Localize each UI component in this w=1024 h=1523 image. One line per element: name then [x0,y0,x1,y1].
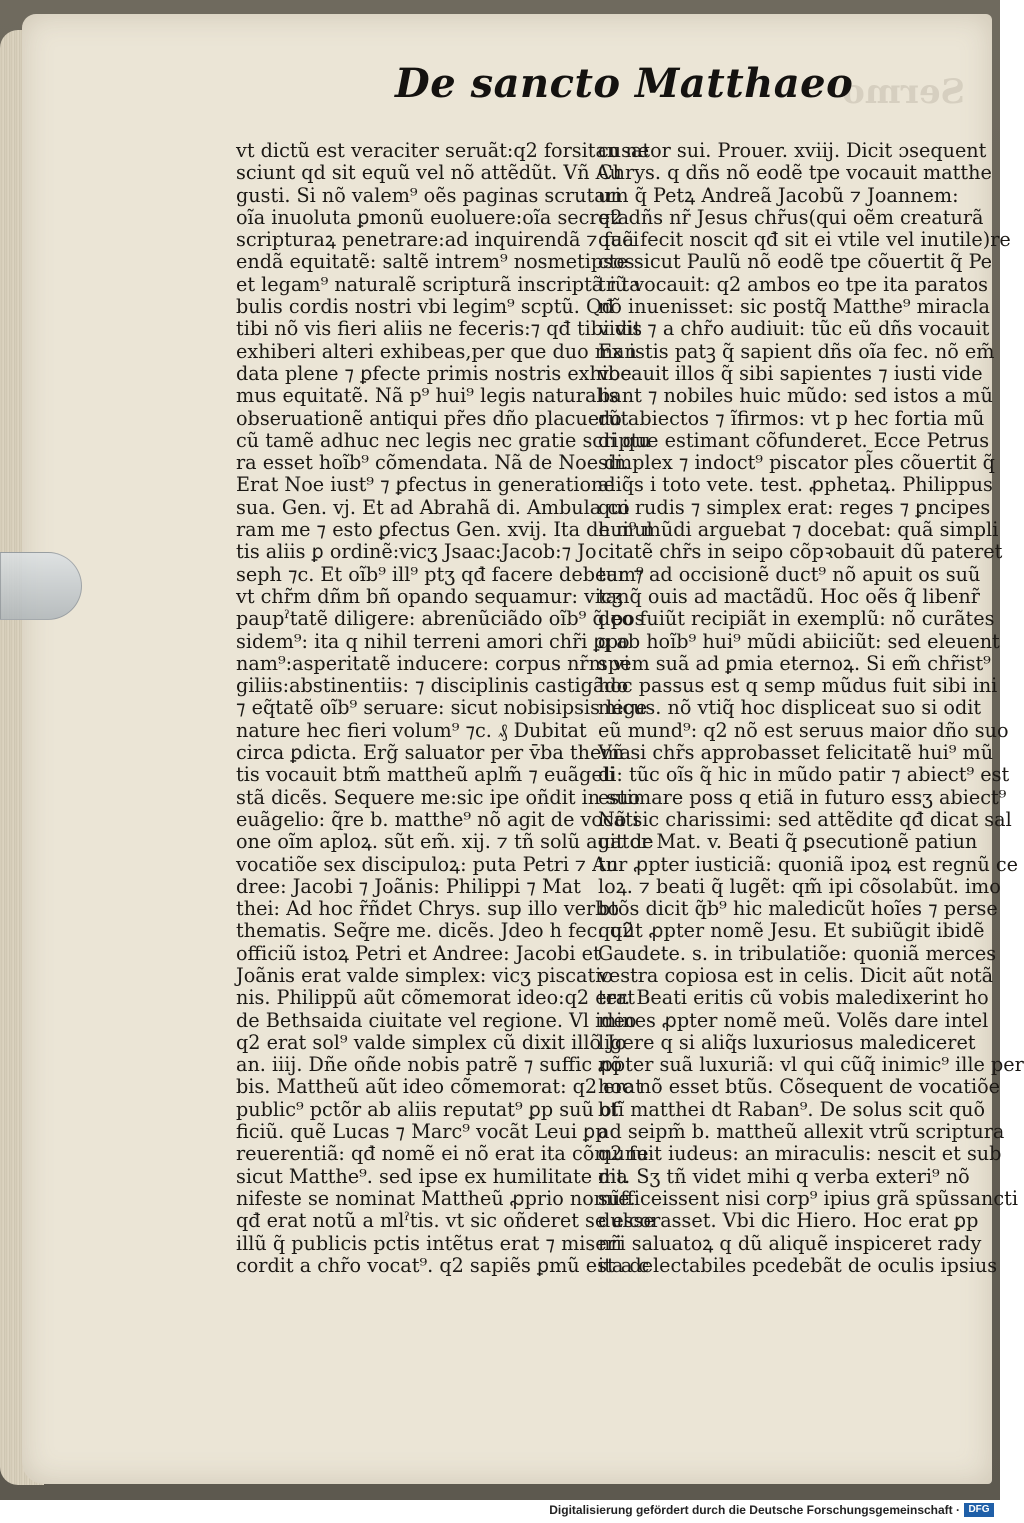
text-line: sua. Gen. vj. Et ad Abrahã di. Ambula co [236,495,630,519]
text-line: sicut Matthe⁹. sed ipse ex humilitate ma [236,1164,628,1188]
text-line: ra esset hoĩb⁹ cõmendata. Nã de Noe di. [236,451,629,475]
text-line: Gaudete. s. in tribulatiõe: quoniã merces [598,941,997,965]
text-line: endã equitatẽ: saltẽ intrem⁹ nosmetipsos [236,250,635,274]
text-line: loꝝ. ⁊ beati q̃ lugẽt: qm̃ ipi cõsolabũt. imo [598,874,1001,898]
text-line: ligere q si aliq̃s luxuriosus malediceret [598,1030,976,1054]
text-line: Erat Noe iust⁹ ⁊ ꝑfectus in generatione [236,473,615,497]
text-line: eũ mund⁹: q2 nõ est seruus maior dño suo [598,718,1009,742]
text-line: bis. Mattheũ aũt ideo cõmemorat: q2 erat [236,1075,643,1099]
text-line: euãgelio: q̃re b. matthe⁹ nõ agit de vocati [236,807,639,831]
text-line: tur ⁊ ad occisionẽ duct⁹ nõ apuit os suũ [598,562,981,586]
text-line: officiũ istoꝝ Petri et Andree: Jacobi et [236,941,601,965]
text-line: tanq̃ ouis ad mactãdũ. Hoc oẽs q̃ libenr̃ [598,584,980,608]
dfg-logo: DFG [964,1503,994,1517]
text-line: giliis:abstinentiis: ⁊ disciplinis castigãdo [236,674,629,698]
text-line: hoc passus est q semp mũdus fuit sibi ini [598,674,998,698]
text-line: uator Mat. v. Beati q̃ ꝑsecutionẽ patiun [598,830,978,854]
text-line: ad seipm̃ b. mattheũ allexit vtrũ scriptura [598,1120,1005,1144]
text-line: dit. Sʒ tñ videt mihi q verba exteri⁹ nõ [598,1164,970,1188]
text-line: vt dictũ est veraciter seruãt:q2 forsitan ne [236,139,650,162]
text-line: q2 dñs nr̃ Jesus chr̃us(qui oẽm creaturã [598,205,984,229]
text-line: ꝓpter suã luxuriã: vl qui cũq̃ inimic⁹ ille per [598,1053,1024,1077]
text-line: vidit ⁊ a chr̃o audiuit: tũc eũ dñs vocauit [598,317,990,341]
text-line: quũt ꝓpter nomẽ Jesu. Et subiũgit ibidẽ [598,919,985,943]
text-line: ram me ⁊ esto ꝑfectus Gen. xvij. Ita de mul [236,518,653,542]
text-line: tis vocauit btm̃ mattheũ aplm̃ ⁊ euãgeli [236,763,616,787]
text-line: nature hec fieri volum⁹ ⁊c. ₰ Dubitat [236,718,587,742]
text-line: q ab hoĩb⁹ hui⁹ mũdi abiiciũt: sed eleuent [598,629,1000,653]
text-line: nis. Philippũ aũt cõmemorat ideo:q2 erat [236,986,635,1010]
text-line: paupˀtatẽ diligere: abrenũciãdo oĩb⁹ q̃ pos [236,607,645,631]
text-line: simplex ⁊ indoct⁹ piscator pl̃es cõuertit q̃ [598,451,995,475]
text-line: cusator sui. Prouer. xviij. Dicit ɔsequent [598,139,987,162]
text-line: nifeste se nominat Mattheũ ꝓprio nomĩe. [236,1186,636,1210]
text-line: Chrys. q dñs nõ eodẽ tpe vocauit matthe [598,161,992,185]
text-line: sidem⁹: ita q nihil terreni amori chr̃i ꝑpo [236,629,630,653]
text-line: ficiũ. quẽ Lucas ⁊ Marc⁹ vocãt Leui ꝑp [236,1120,608,1144]
text-line: dree: Jacobi ⁊ Joãnis: Philippi ⁊ Mat [236,874,581,898]
text-line: oĩa inuoluta ꝑmonũ euoluere:oĩa secreta [236,205,630,229]
text-line: btõs dicit q̃b⁹ hic maledicũt hoĩes ⁊ perse [598,897,998,921]
text-line: cũ tamẽ adhuc nec legis nec gratie scriptu [236,428,651,452]
text-column-left [236,139,655,1277]
bookmark-clip [0,552,82,620]
text-line: micus. nõ vtiq̃ hoc displiceat suo si odit [598,696,982,720]
text-line: de Bethsaida ciuitate vel regione. Vl ideo [236,1008,637,1032]
text-line: vocatiõe sex discipuloꝝ: puta Petri ⁊ An [236,852,619,876]
text-line: Nõ sic charissimi: sed attẽdite qđ dicat sal [598,807,1012,831]
text-line: vestra copiosa est in celis. Dicit aũt notã [598,963,994,987]
text-line: hui⁹ mũdi arguebat ⁊ docebat: quã simpli [598,518,999,542]
text-line: di: tũc oĩs q̃ hic in mũdo patir ⁊ abiect⁹ est [598,763,1010,787]
text-line: deo fuiũt recipiãt in exemplũ: nõ curãtes [598,607,995,631]
text-line: spem suã ad ꝑmia eternoꝝ. Si em̃ chr̃ist⁹ [598,651,991,675]
text-line: hoc nõ esset btũs. Cõsequent de vocatiõe [598,1075,1001,1099]
text-line: gusti. Si nõ valem⁹ oẽs paginas scrutari [236,183,621,207]
text-line: scripturaꝝ penetrare:ad inquirendã ⁊ faci [236,228,640,252]
text-line: sufficeissent nisi corp⁹ ipius grã spũssancti [598,1186,1018,1210]
text-line: reuerentiã: qđ nomẽ ei nõ erat ita cõmune [236,1142,649,1166]
text-line: trũ vocauit: q2 ambos eo tpe ita paratos [598,272,988,296]
text-line: bant ⁊ nobiles huic mũdo: sed istos a mũ [598,384,993,408]
text-line: Ex istis patꝫ q̃ sapient dñs oĩa fec. nõ em̃ [598,339,995,363]
text-line: tur ꝓpter iusticiã: quoniã ipoꝝ est regnũ ce [598,852,1019,876]
text-line: public⁹ pctõr ab aliis reputat⁹ ꝑp suũ of [236,1097,619,1121]
text-line: bulis cordis nostri vbi legim⁹ scptũ. Qđ [236,295,614,319]
text-line: dulcorasset. Vbi dic Hiero. Hoc erat ꝑp [598,1209,979,1233]
text-line: di que estimant cõfunderet. Ecce Petrus [598,428,990,452]
bleed-through-heading: Sermo [842,72,965,112]
text-line: nr̃i saluatoꝝ q dũ aliquẽ inspiceret rady [598,1231,982,1255]
text-line: cte sicut Paulũ nõ eodẽ tpe cõuertit q̃ Pe [598,250,992,274]
text-line: ⁊ eq̃tatẽ oĩb⁹ seruare: sicut nobisipsis lege [236,696,648,720]
text-line: obseruationẽ antiqui pr̃es dño placuerũt [236,406,629,430]
text-line: sciunt qd sit equũ vel nõ attẽdũt. Vñ Au [236,161,622,185]
text-line: nõ inuenisset: sic postq̃ Matthe⁹ miracla [598,295,990,319]
text-line: thei: Ad hoc r̃ñdet Chrys. sup illo verbo [236,897,620,921]
text-column-right [598,139,1024,1277]
text-line: data plene ⁊ ꝑfecte primis nostris exhibe [236,361,632,385]
text-line: thematis. Seq̃re me. dicẽs. Jdeo h fec: q2 [236,919,635,943]
text-line: q2 fuit iudeus: an miraculis: nescit et sub [598,1142,1002,1166]
text-line: q2 erat sol⁹ valde simplex cũ dixit illõ Jo [236,1030,627,1054]
text-line: stã dicẽs. Sequere me:sic ipe oñdit in suo [236,785,640,809]
text-line: tis aliis ꝑ ordinẽ:vicʒ Jsaac:Jacob:⁊ Jo [236,540,597,564]
text-line: seph ⁊c. Et oĩb⁹ ill⁹ ptʒ qđ facere debeam⁹ [236,562,644,586]
text-line: tibi nõ vis fieri aliis ne feceris:⁊ qđ tibi vis [236,317,643,341]
text-line: aliq̃s i toto vete. test. ꝓphetaꝝ. Philippus [598,473,993,497]
text-line: et legam⁹ naturalẽ scripturã inscriptã i ta [236,272,641,296]
text-line: Vñ si chr̃s approbasset felicitatẽ hui⁹ mũ [598,741,994,765]
text-line: qui rudis ⁊ simplex erat: reges ⁊ ꝑncipes [598,495,991,519]
text-line: vt chr̃m dñm bñ opando sequamur: vicʒ [236,584,623,608]
text-line: one oĩm aploꝝ. sũt em̃. xij. ⁊ tñ solũ agit de [236,830,654,854]
text-line: qđ erat notũ a mlˀtis. vt sic oñderet se esse [236,1209,655,1233]
footer-credit: Digitalisierung gefördert durch die Deutsche Forschungsgemeinschaft · [549,1503,960,1517]
text-line: exhiberi alteri exhibeas,per que duo man [236,339,637,363]
text-line: ter. Beati eritis cũ vobis maledixerint ho [598,986,989,1010]
text-line: an. iiij. Dñe oñde nobis patrẽ ⁊ suffic nõ [236,1053,623,1077]
text-line: ita delectabiles pcedebãt de oculis ipsius [598,1253,998,1277]
text-line: um q̃ Petꝝ Andreã Jacobũ ⁊ Joannem: [598,183,959,207]
text-line: citatẽ chr̃s in seipo cõpꝛobauit dũ pateret [598,540,1003,564]
text-line: circa ꝑdicta. Erg̃ saluator per v̄ba thema [236,741,631,765]
text-line: Joãnis erat valde simplex: vicʒ piscatio [236,963,613,987]
text-line: estimare poss q etiã in futuro essʒ abiect⁹ [598,785,1007,809]
text-line: do abiectos ⁊ ĩfirmos: vt p hec fortia mũ [598,406,985,430]
text-line: mus equitatẽ. Nã p⁹ hui⁹ legis naturalis [236,384,619,408]
text-line: illũ q̃ publicis pctis intẽtus erat ⁊ miseri [236,1231,622,1255]
text-line: quã fecit noscit qđ sit ei vtile vel inutile)re [598,228,1011,252]
text-line: nam⁹:asperitatẽ inducere: corpus nr̃m vi [236,651,630,675]
page-heading: De sancto Matthaeo [395,60,854,107]
text-line: cordit a chr̃o vocat⁹. q2 sapiẽs ꝑmũ est a c [236,1253,650,1277]
text-line: vocauit illos q̃ sibi sapientes ⁊ iusti vide [598,361,983,385]
text-line: btĩ matthei dt Raban⁹. De solus scit quõ [598,1097,986,1121]
text-line: mines ꝓpter nomẽ meũ. Volẽs dare intel [598,1008,989,1032]
